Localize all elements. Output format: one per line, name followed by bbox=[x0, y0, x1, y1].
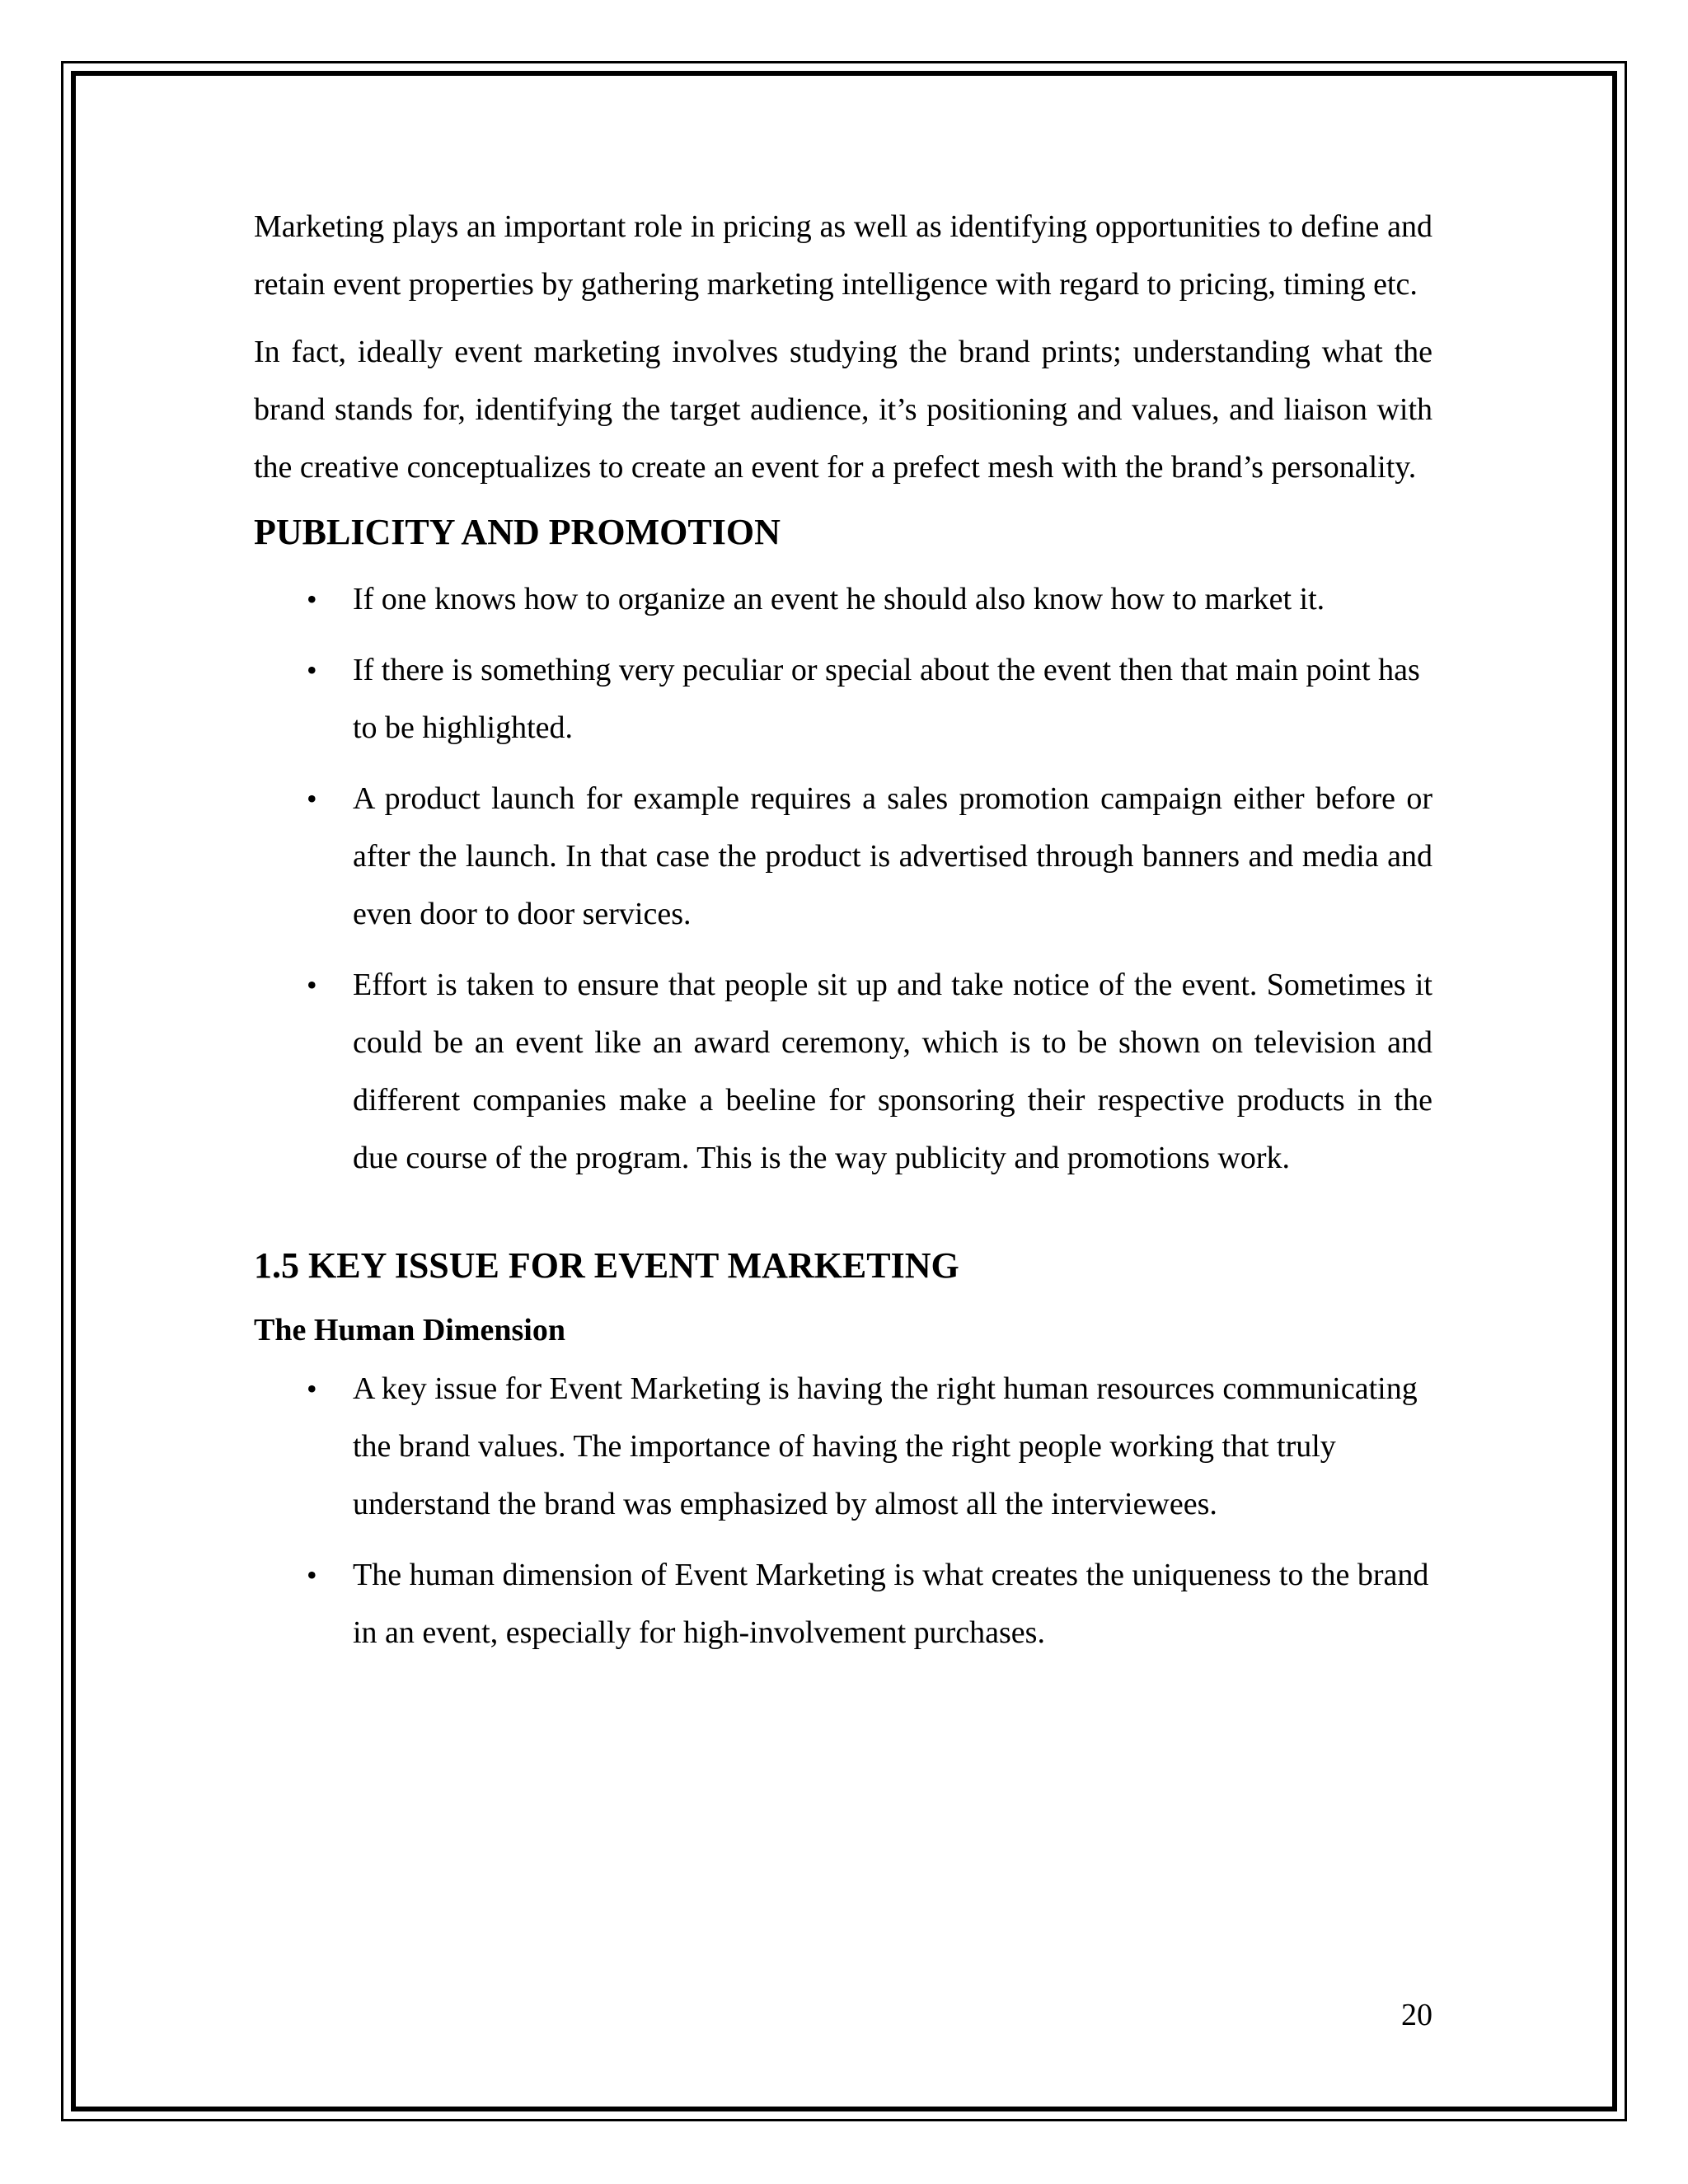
list-item-text: The human dimension of Event Marketing is what creates the uniqueness to the brand in an event, especially for high-involvement purchases. bbox=[353, 1558, 1429, 1650]
bullet-icon: • bbox=[307, 968, 317, 1001]
page-content bbox=[254, 198, 1432, 1675]
bullet-icon: • bbox=[307, 1372, 317, 1405]
publicity-bullet-list bbox=[254, 570, 1432, 1187]
key-issue-bullet-list bbox=[254, 1360, 1432, 1661]
bullet-icon: • bbox=[307, 782, 317, 815]
list-item bbox=[254, 1546, 1432, 1661]
paragraph-brand-prints: In fact, ideally event marketing involves studying the brand prints; understanding what the brand stands for, identifying the target audience, it’s positioning and values, and liaison with the creative conceptualizes to create an event for a prefect mesh with the brand’s personality. bbox=[254, 335, 1432, 485]
bullet-icon: • bbox=[307, 1558, 317, 1591]
subheading-human-dimension: The Human Dimension bbox=[254, 1313, 565, 1347]
list-item-text: A key issue for Event Marketing is having the right human resources communicating the brand values. The importance of having the right people working that truly understand the brand was emphasized by almost all the interviewees. bbox=[353, 1371, 1418, 1521]
list-item bbox=[254, 570, 1432, 628]
heading-key-issue: 1.5 KEY ISSUE FOR EVENT MARKETING bbox=[254, 1245, 959, 1286]
bullet-icon: • bbox=[307, 583, 317, 616]
list-item bbox=[254, 641, 1432, 757]
heading-publicity-promotion: PUBLICITY AND PROMOTION bbox=[254, 512, 781, 552]
paragraph-marketing-pricing: Marketing plays an important role in pricing as well as identifying opportunities to define and retain event properties by gathering marketing intelligence with regard to pricing, timing etc. bbox=[254, 209, 1432, 302]
list-item bbox=[254, 1360, 1432, 1533]
list-item bbox=[254, 770, 1432, 943]
page-number: 20 bbox=[1401, 1998, 1432, 2032]
list-item-text: If one knows how to organize an event he should also know how to market it. bbox=[353, 582, 1325, 616]
list-item-text: A product launch for example requires a sales promotion campaign either before or after the launch. In that case the product is advertised through banners and media and even door to door services. bbox=[353, 781, 1432, 931]
list-item-text: Effort is taken to ensure that people sit up and take notice of the event. Sometimes it could be an event like an award ceremony, which is to be shown on television and different companies make a beeline for sponsoring their respective products in the due course of the program. This is the way publicity and promotions work. bbox=[353, 968, 1432, 1175]
list-item bbox=[254, 956, 1432, 1187]
bullet-icon: • bbox=[307, 654, 317, 687]
list-item-text: If there is something very peculiar or special about the event then that main point has to be highlighted. bbox=[353, 653, 1420, 745]
